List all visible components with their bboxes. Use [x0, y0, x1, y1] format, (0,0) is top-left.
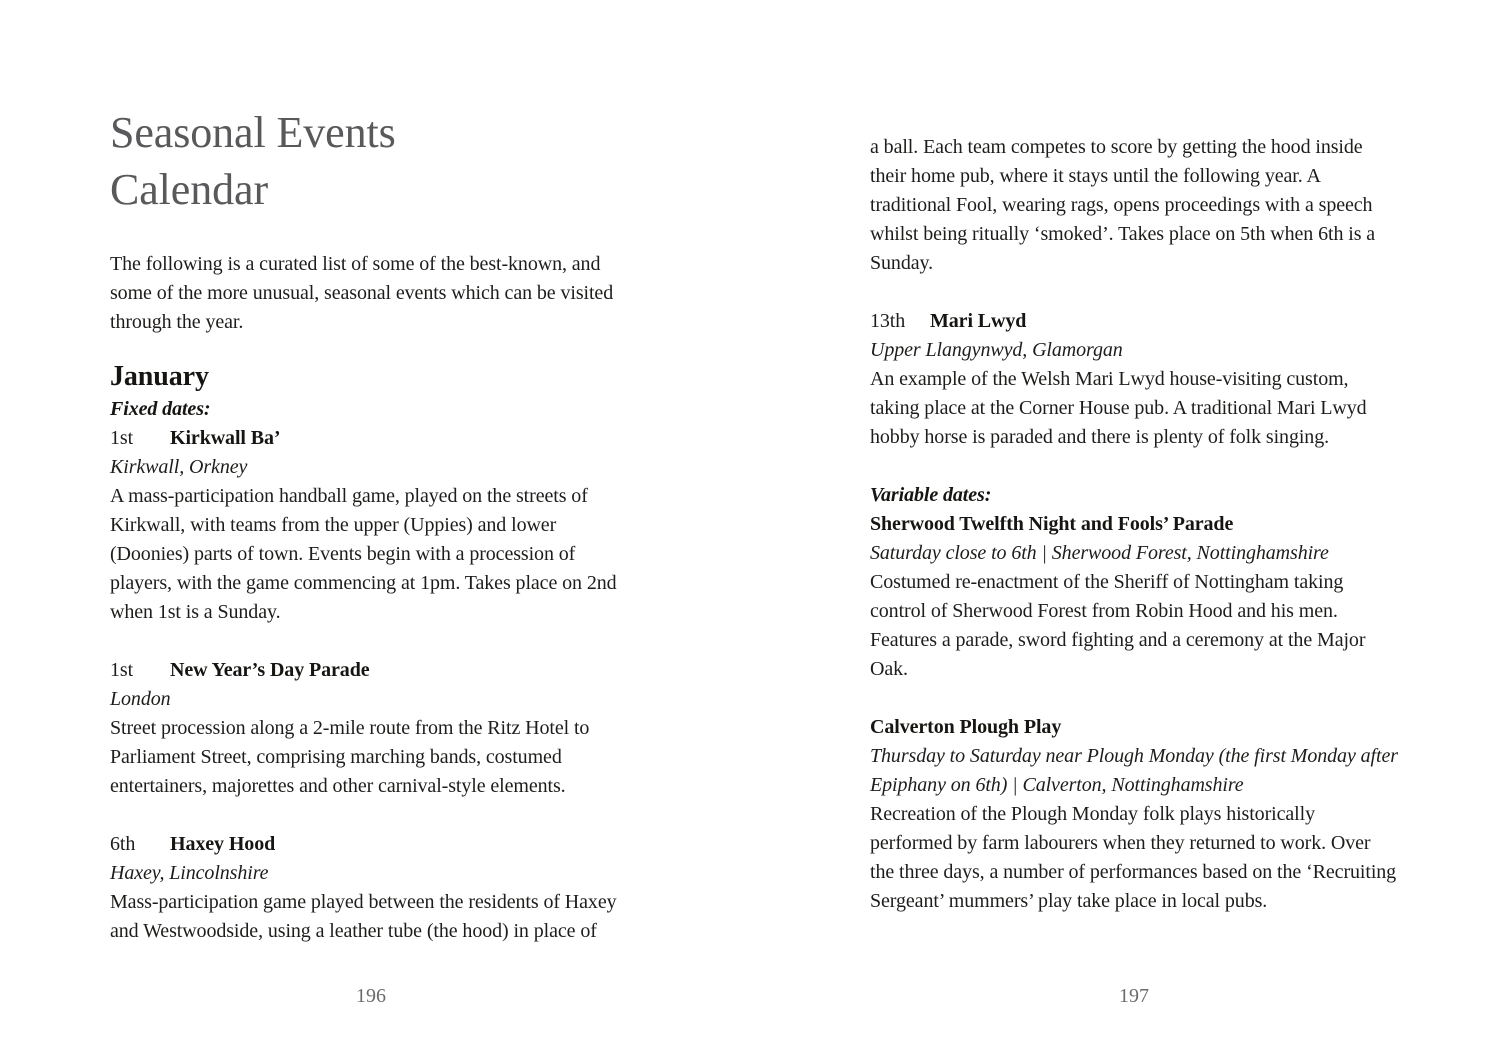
- event-entry-kirkwall-ba: [110, 424, 632, 627]
- event-name: Sherwood Twelfth Night and Fools’ Parade: [870, 513, 1234, 535]
- page-title-line2: Calendar: [110, 165, 269, 214]
- event-location: Haxey, Lincolnshire: [110, 862, 269, 884]
- event-name: Calverton Plough Play: [870, 716, 1062, 738]
- intro-paragraph: The following is a curated list of some of the best-known, and some of the more unusual, seasonal events which can be visited through the year.: [110, 253, 614, 333]
- event-description: A mass-participation handball game, played on the streets of Kirkwall, with teams from the upper (Uppies) and lower (Doonies) parts of town. Events begin with a procession of players, with the game commencing at 1pm. Takes place on 2nd when 1st is a Sunday.: [110, 485, 617, 623]
- event-header: [110, 830, 632, 859]
- page-number-left: 196: [356, 985, 386, 1007]
- event-description: An example of the Welsh Mari Lwyd house-visiting custom, taking place at the Corner House pub. A traditional Mari Lwyd hobby horse is paraded and there is plenty of folk singing.: [870, 368, 1367, 448]
- event-entry-sherwood-twelfth-night: [870, 510, 1398, 684]
- section-label-variable-dates: Variable dates:: [870, 484, 992, 506]
- event-description: Recreation of the Plough Monday folk plays historically performed by farm labourers when they returned to work. Over the three days, a number of performances based on the ‘Recruiting Sergeant’ mummers’ play take place in local pubs.: [870, 803, 1397, 912]
- event-header: [110, 424, 632, 453]
- event-description: Mass-participation game played between the residents of Haxey and Westwoodside, using a leather tube (the hood) in place of: [110, 891, 617, 942]
- event-schedule-location: Saturday close to 6th | Sherwood Forest, Nottinghamshire: [870, 542, 1329, 564]
- left-page-column: [110, 104, 632, 946]
- event-date: 13th: [870, 310, 906, 332]
- event-entry-new-years-day-parade: [110, 656, 632, 801]
- event-description: Street procession along a 2-mile route from the Ritz Hotel to Parliament Street, comprising marching bands, costumed entertainers, majorettes and other carnival-style elements.: [110, 717, 590, 797]
- event-name: Mari Lwyd: [930, 310, 1027, 332]
- event-date: 1st: [110, 659, 134, 681]
- event-description: Costumed re-enactment of the Sheriff of Nottingham taking control of Sherwood Forest from Robin Hood and his men. Features a parade, sword fighting and a ceremony at the Major Oak.: [870, 571, 1366, 680]
- event-entry-mari-lwyd: [870, 307, 1398, 452]
- haxey-hood-continuation-paragraph: a ball. Each team competes to score by getting the hood inside their home pub, where it stays until the following year. A traditional Fool, wearing rags, opens proceedings with a speech whilst being ritually ‘smoked’. Takes place on 5th when 6th is a Sunday.: [870, 136, 1376, 274]
- event-schedule-location: Thursday to Saturday near Plough Monday (the first Monday after Epiphany on 6th) | Calverton, Nottinghamshire: [870, 745, 1398, 796]
- month-heading-january: January: [110, 361, 209, 392]
- event-location: Kirkwall, Orkney: [110, 456, 248, 478]
- event-header: [870, 713, 1398, 742]
- event-header: [870, 307, 1398, 336]
- event-name: Kirkwall Ba’: [170, 427, 281, 449]
- event-name: New Year’s Day Parade: [170, 659, 370, 681]
- event-entry-calverton-plough-play: [870, 713, 1398, 916]
- event-date: 6th: [110, 833, 136, 855]
- event-location: Upper Llangynwyd, Glamorgan: [870, 339, 1123, 361]
- event-name: Haxey Hood: [170, 833, 276, 855]
- right-page-column: [870, 133, 1398, 916]
- event-entry-haxey-hood: [110, 830, 632, 946]
- event-date: 1st: [110, 427, 134, 449]
- section-label-fixed-dates: Fixed dates:: [110, 398, 211, 420]
- page-number-right: 197: [1119, 985, 1149, 1007]
- event-header: [110, 656, 632, 685]
- page-title-line1: Seasonal Events: [110, 108, 396, 157]
- event-location: London: [110, 688, 171, 710]
- page-title: [110, 104, 632, 218]
- event-header: [870, 510, 1398, 539]
